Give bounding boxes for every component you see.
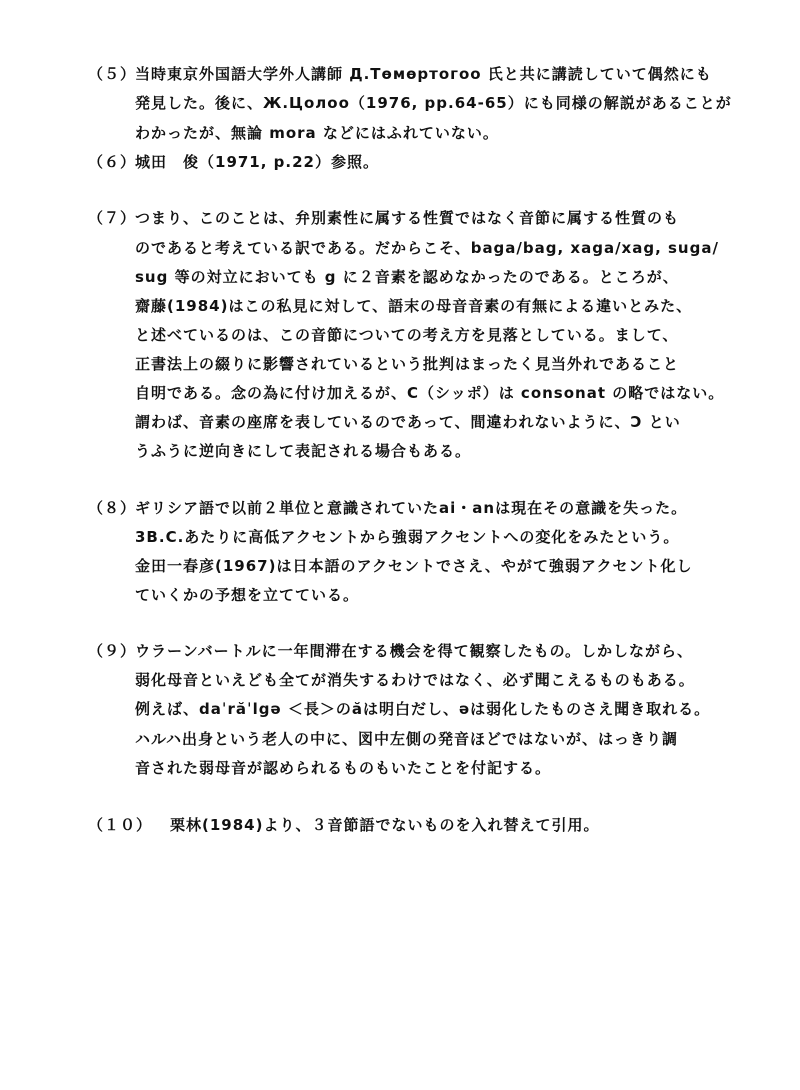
note-line: 3B.C.あたりに高低アクセントから強弱アクセントへの変化をみたという。 bbox=[135, 528, 680, 546]
note-line: わかったが、無論 mora などにはふれていない。 bbox=[135, 124, 499, 142]
note-line: 例えば、daˈrăˈlgə ＜長＞のăは明白だし、əは弱化したものさえ聞き取れる。 bbox=[135, 700, 711, 718]
note-line: 当時東京外国語大学外人講師 Д.Төмөртогоо 氏と共に講読していて偶然にも bbox=[135, 65, 712, 83]
note-line: ていくかの予想を立てている。 bbox=[135, 586, 360, 604]
note-line: 弱化母音といえども全てが消失するわけではなく、必ず聞こえるものもある。 bbox=[135, 671, 695, 689]
note-number: （７） bbox=[88, 209, 137, 227]
note-line: うふうに逆向きにして表記される場合もある。 bbox=[135, 442, 472, 460]
note-number: （５） bbox=[88, 65, 137, 83]
note-line: ウラーンバートルに一年間滞在する機会を得て観察したもの。しかしながら、 bbox=[135, 642, 694, 660]
note-line: ハルハ出身という老人の中に、図中左側の発音ほどではないが、はっきり調 bbox=[135, 730, 678, 748]
note-number: （８） bbox=[88, 499, 137, 517]
note-line: 発見した。後に、Ж.Цолоо（1976, pp.64-65）にも同様の解説があることが bbox=[135, 94, 732, 112]
note-line: 齋藤(1984)はこの私見に対して、語末の母音音素の有無による違いとみた、 bbox=[135, 297, 693, 315]
note-number: （６） bbox=[88, 153, 137, 171]
note-number: （１０） bbox=[88, 816, 153, 834]
note-line: 正書法上の綴りに影響されているという批判はまったく見当外れであること bbox=[135, 355, 680, 373]
note-line: sug 等の対立においても g に２音素を認めなかったのである。ところが、 bbox=[135, 268, 679, 286]
note-line: のであると考えている訳である。だからこそ、baga/bag, xaga/xag, suga/ bbox=[135, 239, 719, 257]
note-line: ギリシア語で以前２単位と意識されていたai・anは現在その意識を失った。 bbox=[135, 499, 688, 517]
note-line: 城田 俊（1971, p.22）参照。 bbox=[135, 153, 379, 171]
note-line: 栗林(1984)より、３音節語でないものを入れ替えて引用。 bbox=[170, 816, 600, 834]
note-line: 自明である。念の為に付け加えるが、C（シッポ）は consonat の略ではない。 bbox=[135, 384, 725, 402]
note-line: 金田一春彦(1967)は日本語のアクセントでさえ、やがて強弱アクセント化し bbox=[135, 557, 693, 575]
note-number: （９） bbox=[88, 642, 137, 660]
note-line: と述べているのは、この音節についての考え方を見落としている。まして、 bbox=[135, 326, 679, 344]
note-line: 謂わば、音素の座席を表しているのであって、間違われないように、Ɔ とい bbox=[135, 413, 681, 431]
note-line: 音された弱母音が認められるものもいたことを付記する。 bbox=[135, 759, 552, 777]
note-line: つまり、このことは、弁別素性に属する性質ではなく音節に属する性質のも bbox=[135, 209, 680, 227]
